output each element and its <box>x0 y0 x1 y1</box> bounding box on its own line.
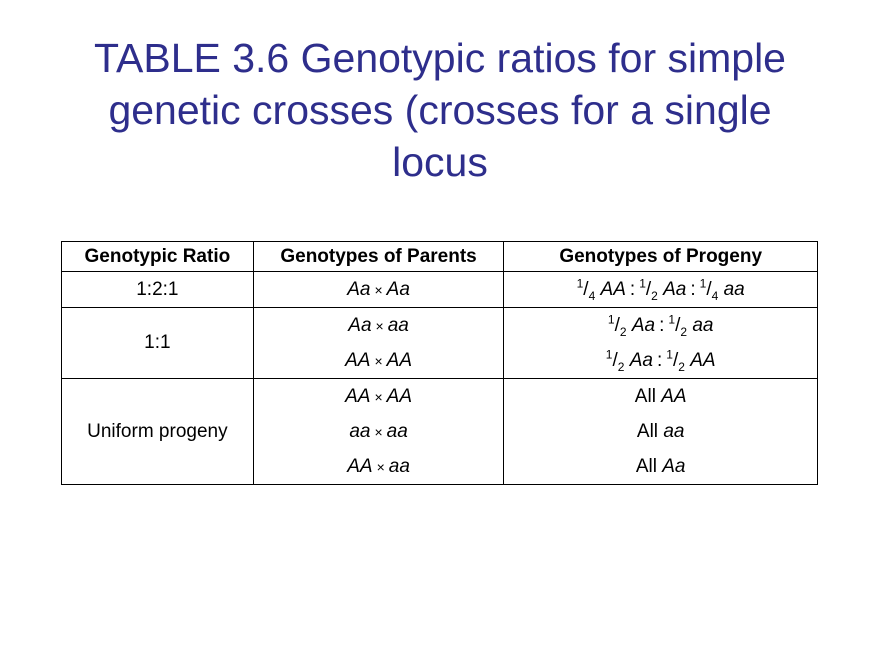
cross-symbol: × <box>374 353 383 369</box>
table-row <box>62 308 818 379</box>
header-genotypes-of-progeny: Genotypes of Progeny <box>504 242 818 272</box>
ratio-cell: 1:2:1 <box>62 272 254 308</box>
progeny-all: All AA <box>634 386 687 407</box>
progeny-all: All aa <box>636 421 685 442</box>
progeny-all: All Aa <box>635 456 686 477</box>
progeny-cell <box>504 379 818 485</box>
parent-cross: AA × aa <box>347 456 410 477</box>
table-row <box>62 379 818 485</box>
parent-cross: Aa × aa <box>348 315 409 336</box>
parent-cross: AA × AA <box>345 386 412 407</box>
cross-symbol: × <box>374 424 383 440</box>
parent-cross: AA × AA <box>345 350 412 371</box>
slide-title <box>40 32 840 188</box>
parents-cell <box>253 308 504 379</box>
header-genotypes-of-parents: Genotypes of Parents <box>253 242 504 272</box>
cross-symbol: × <box>375 318 384 334</box>
progeny-ratio: $^1/_2$ Aa : $^1/_2$ AA <box>605 347 716 374</box>
parent-cross: aa × aa <box>349 421 408 442</box>
table-row <box>62 272 818 308</box>
progeny-cell <box>504 308 818 379</box>
table-header-row <box>62 242 818 272</box>
header-genotypic-ratio: Genotypic Ratio <box>62 242 254 272</box>
title-line: genetic crosses (crosses for a single <box>108 87 772 133</box>
progeny-cell <box>504 272 818 308</box>
genotypic-ratio-table <box>61 241 818 485</box>
progeny-ratio: $^1/_2$ Aa : $^1/_2$ aa <box>607 312 714 339</box>
ratio-cell: Uniform progeny <box>62 379 254 485</box>
progeny-ratio: $^1/_4$ AA : $^1/_2$ Aa : $^1/_4$ aa <box>576 276 745 303</box>
title-line: locus <box>392 139 488 185</box>
parents-cell <box>253 272 504 308</box>
parent-cross: Aa × Aa <box>347 279 410 300</box>
cross-symbol: × <box>376 459 385 475</box>
cross-symbol: × <box>374 282 383 298</box>
cross-symbol: × <box>374 389 383 405</box>
parents-cell <box>253 379 504 485</box>
ratio-cell: 1:1 <box>62 308 254 379</box>
title-line: TABLE 3.6 Genotypic ratios for simple <box>94 35 786 81</box>
